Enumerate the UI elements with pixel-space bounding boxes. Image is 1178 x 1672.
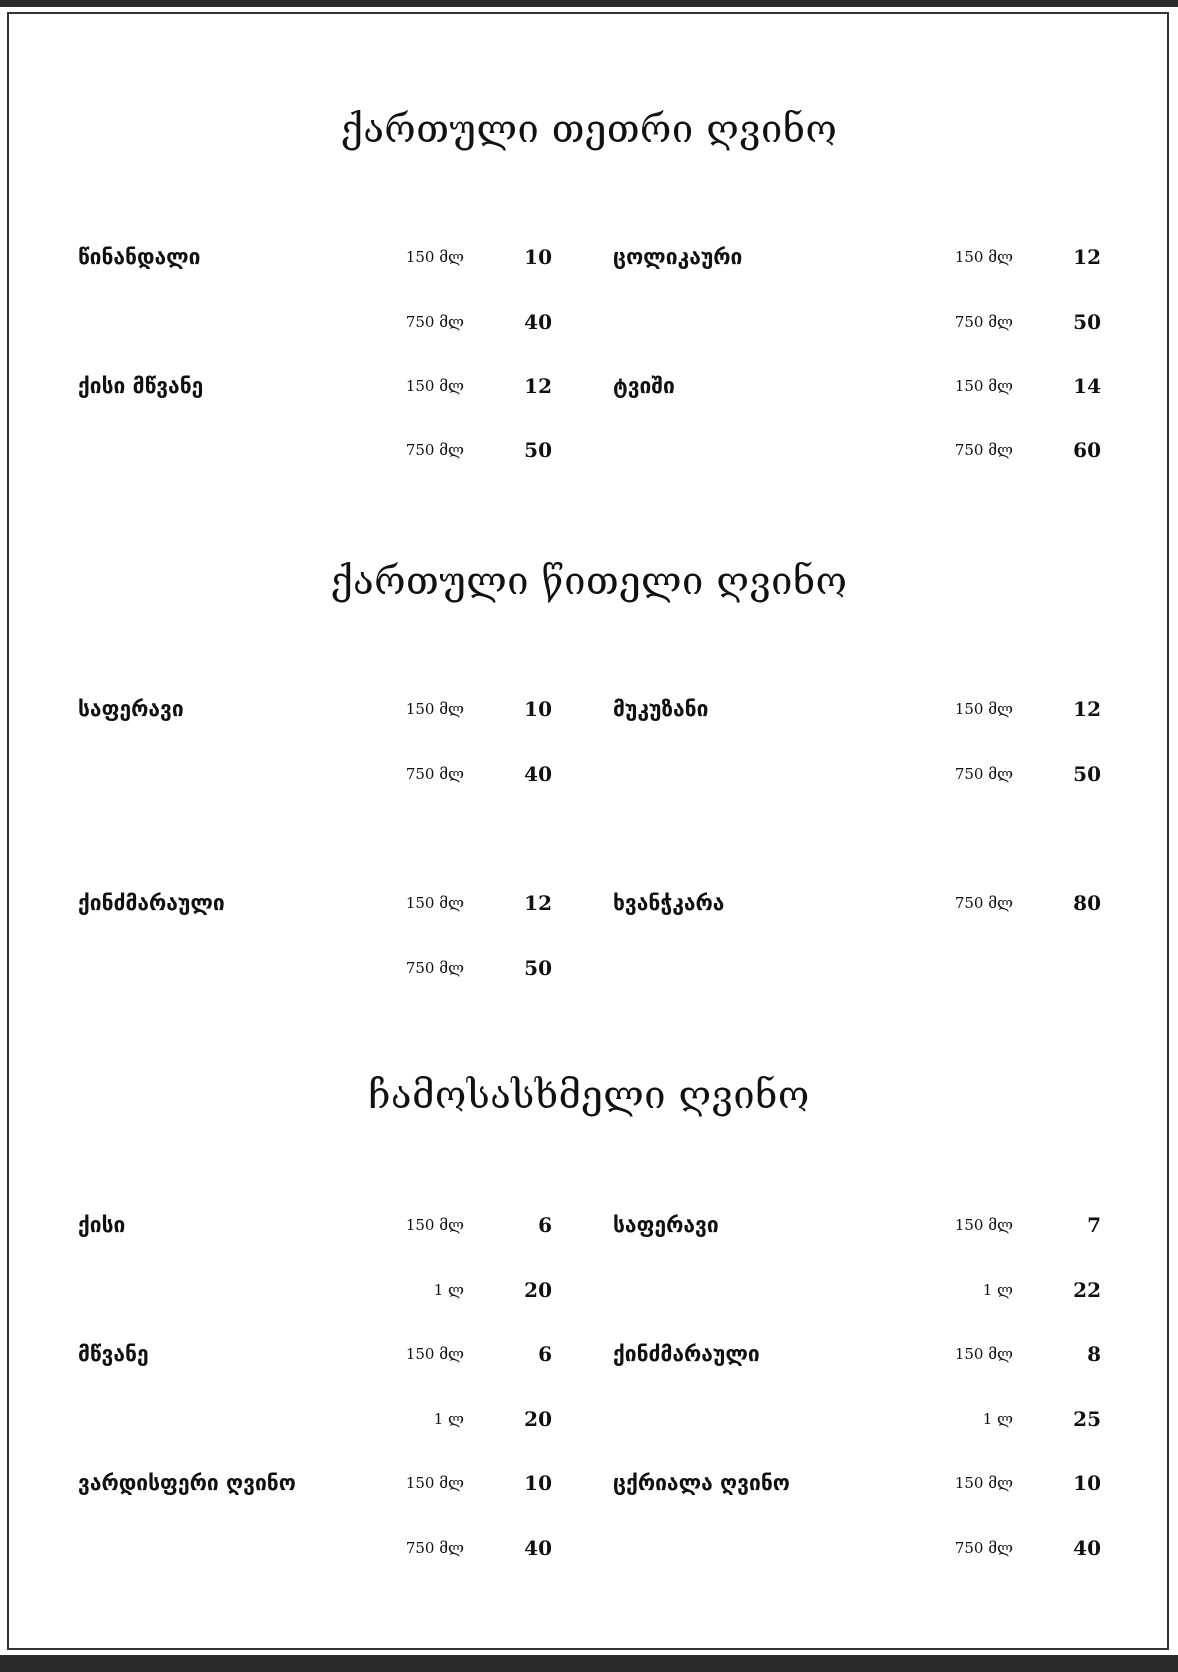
- volume-label: 750 მლ: [405, 959, 464, 977]
- volume-label: 750 მლ: [405, 441, 464, 459]
- volume-label: 150 მლ: [954, 377, 1013, 395]
- wine-name: ქინძმარაული: [78, 891, 225, 915]
- wine-name: მწვანე: [78, 1342, 149, 1366]
- volume-label: 750 მლ: [954, 313, 1013, 331]
- wine-name: ცქრიალა ღვინო: [613, 1471, 790, 1495]
- volume-label: 750 მლ: [405, 1539, 464, 1557]
- wine-item-kindzmarauli: [78, 891, 552, 980]
- volume-label: 150 მლ: [405, 1345, 464, 1363]
- price: 22: [1073, 1278, 1101, 1302]
- wine-item-rose: [78, 1471, 552, 1560]
- price: 80: [1073, 891, 1101, 915]
- volume-label: 150 მლ: [405, 894, 464, 912]
- volume-label: 150 მლ: [405, 700, 464, 718]
- section-title-red-wine: ქართული წითელი ღვინო: [330, 559, 848, 603]
- price: 14: [1073, 374, 1101, 398]
- wine-name: წინანდალი: [78, 245, 201, 269]
- wine-item-kisi-mtsvane: [78, 374, 552, 462]
- wine-item-mtsvane: [78, 1342, 552, 1431]
- price: 6: [538, 1342, 552, 1366]
- wine-item-saperavi-house: [613, 1213, 1101, 1302]
- price: 6: [538, 1213, 552, 1237]
- price: 40: [524, 1536, 552, 1560]
- volume-label: 750 მლ: [405, 313, 464, 331]
- volume-label: 750 მლ: [405, 765, 464, 783]
- wine-name: საფერავი: [613, 1213, 719, 1237]
- wine-name: ცოლიკაური: [613, 245, 743, 269]
- volume-label: 150 მლ: [954, 1345, 1013, 1363]
- price: 12: [1073, 245, 1101, 269]
- wine-item-tvishi: [613, 374, 1101, 462]
- wine-item-saperavi: [78, 697, 552, 786]
- price: 12: [1073, 697, 1101, 721]
- price: 12: [524, 374, 552, 398]
- volume-label: 150 მლ: [954, 1474, 1013, 1492]
- price: 40: [1073, 1536, 1101, 1560]
- wine-name: საფერავი: [78, 697, 184, 721]
- menu-page: [0, 7, 1178, 1655]
- volume-label: 150 მლ: [405, 377, 464, 395]
- price: 40: [524, 762, 552, 786]
- wine-name: ქისი: [78, 1213, 126, 1237]
- price: 50: [1073, 310, 1101, 334]
- wine-item-kindzmarauli-house: [613, 1342, 1101, 1431]
- section-title-white-wine: ქართული თეთრი ღვინო: [340, 107, 838, 151]
- price: 50: [524, 438, 552, 462]
- wine-item-sparkling: [613, 1471, 1101, 1560]
- volume-label: 150 მლ: [405, 248, 464, 266]
- price: 20: [524, 1278, 552, 1302]
- wine-name: ქინძმარაული: [613, 1342, 760, 1366]
- wine-name: ხვანჭკარა: [613, 891, 725, 915]
- price: 12: [524, 891, 552, 915]
- volume-label: 750 მლ: [954, 441, 1013, 459]
- volume-label: 750 მლ: [954, 894, 1013, 912]
- price: 10: [524, 697, 552, 721]
- price: 8: [1087, 1342, 1101, 1366]
- volume-label: 750 მლ: [954, 765, 1013, 783]
- volume-label: 150 მლ: [954, 248, 1013, 266]
- volume-label: 1 ლ: [433, 1410, 464, 1428]
- wine-item-khvanchkara: [613, 891, 1101, 921]
- wine-item-mukuzani: [613, 697, 1101, 786]
- wine-name: ვარდისფერი ღვინო: [78, 1471, 296, 1495]
- volume-label: 150 მლ: [954, 700, 1013, 718]
- wine-item-kisi: [78, 1213, 552, 1302]
- wine-name: ქისი მწვანე: [78, 374, 204, 398]
- wine-name: მუკუზანი: [613, 697, 709, 721]
- price: 60: [1073, 438, 1101, 462]
- price: 7: [1087, 1213, 1101, 1237]
- price: 20: [524, 1407, 552, 1431]
- volume-label: 150 მლ: [954, 1216, 1013, 1234]
- volume-label: 1 ლ: [982, 1281, 1013, 1299]
- price: 50: [1073, 762, 1101, 786]
- price: 40: [524, 310, 552, 334]
- volume-label: 150 მლ: [405, 1474, 464, 1492]
- volume-label: 750 მლ: [954, 1539, 1013, 1557]
- price: 50: [524, 956, 552, 980]
- price: 10: [524, 245, 552, 269]
- volume-label: 1 ლ: [433, 1281, 464, 1299]
- price: 25: [1073, 1407, 1101, 1431]
- price: 10: [524, 1471, 552, 1495]
- section-title-house-wine: ჩამოსასხმელი ღვინო: [368, 1073, 810, 1117]
- volume-label: 150 მლ: [405, 1216, 464, 1234]
- price: 10: [1073, 1471, 1101, 1495]
- volume-label: 1 ლ: [982, 1410, 1013, 1428]
- wine-item-tsinandali: [78, 245, 552, 334]
- wine-name: ტვიში: [613, 374, 675, 398]
- wine-item-tsolikauri: [613, 245, 1101, 334]
